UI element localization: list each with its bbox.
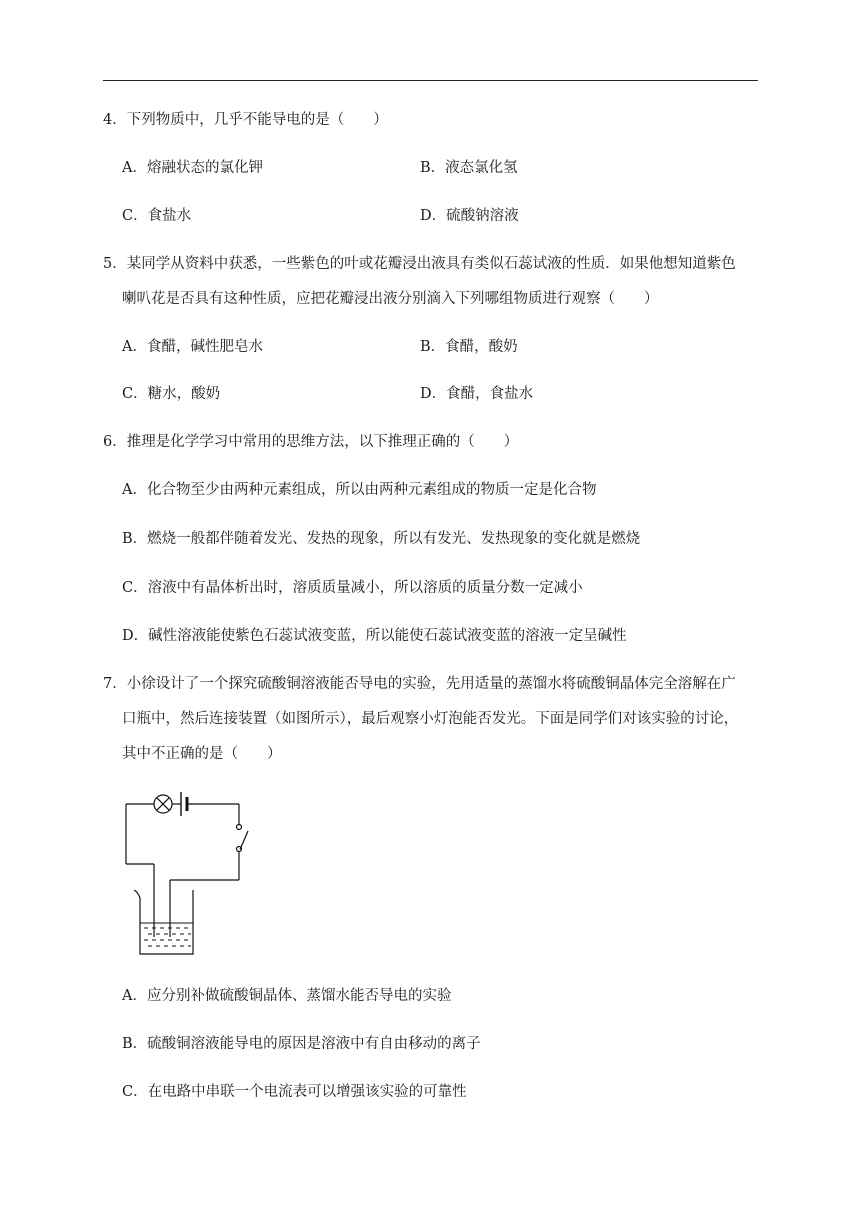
question-4-option-a: A．熔融状态的氯化钾: [122, 160, 263, 176]
question-7-stem-line-2: 口瓶中，然后连接装置（如图所示），最后观察小灯泡能否发光。下面是同学们对该实验的讨论，: [122, 711, 739, 727]
question-5-option-b: B．食醋，酸奶: [420, 339, 518, 355]
lamp-icon: [154, 795, 172, 813]
beaker-icon: [134, 890, 193, 954]
question-4-option-b: B．液态氯化氢: [420, 160, 518, 176]
question-7-stem-line-1: 7．小徐设计了一个探究硫酸铜溶液能否导电的实验，先用适量的蒸馏水将硫酸铜晶体完全溶解在广: [103, 676, 736, 692]
circuit-diagram: [118, 782, 258, 964]
question-7-stem-line-3: 其中不正确的是（ ）: [122, 746, 282, 762]
battery-icon: [181, 792, 187, 816]
question-4-option-d: D．硫酸钠溶液: [420, 208, 519, 224]
question-7-option-b: B．硫酸铜溶液能导电的原因是溶液中有自由移动的离子: [122, 1036, 481, 1052]
question-4-option-c: C．食盐水: [122, 208, 192, 224]
question-6-option-a: A．化合物至少由两种元素组成，所以由两种元素组成的物质一定是化合物: [122, 482, 597, 498]
question-5-stem-line-1: 5．某同学从资料中获悉，一些紫色的叶或花瓣浸出液具有类似石蕊试液的性质．如果他想知道紫色: [103, 256, 736, 272]
question-6-option-b: B．燃烧一般都伴随着发光、发热的现象，所以有发光、发热现象的变化就是燃烧: [122, 531, 641, 547]
question-5-stem-line-2: 喇叭花是否具有这种性质，应把花瓣浸出液分别滴入下列哪组物质进行观察（ ）: [122, 291, 659, 307]
question-7-option-c: C．在电路中串联一个电流表可以增强该实验的可靠性: [122, 1084, 467, 1100]
liquid-hatching: [144, 928, 191, 946]
question-4-stem: 4．下列物质中，几乎不能导电的是（ ）: [103, 112, 388, 128]
question-6-option-c: C．溶液中有晶体析出时，溶质质量减小，所以溶质的质量分数一定减小: [122, 580, 583, 596]
question-5-option-c: C．糖水，酸奶: [122, 386, 221, 402]
question-7-option-a: A．应分别补做硫酸铜晶体、蒸馏水能否导电的实验: [122, 988, 452, 1004]
question-6-stem: 6．推理是化学学习中常用的思维方法，以下推理正确的（ ）: [103, 434, 519, 450]
question-5-option-a: A．食醋，碱性肥皂水: [122, 339, 263, 355]
switch-icon: [237, 825, 249, 852]
header-rule: [103, 80, 758, 81]
question-5-option-d: D．食醋，食盐水: [420, 386, 534, 402]
question-6-option-d: D．碱性溶液能使紫色石蕊试液变蓝，所以能使石蕊试液变蓝的溶液一定呈碱性: [122, 628, 627, 644]
